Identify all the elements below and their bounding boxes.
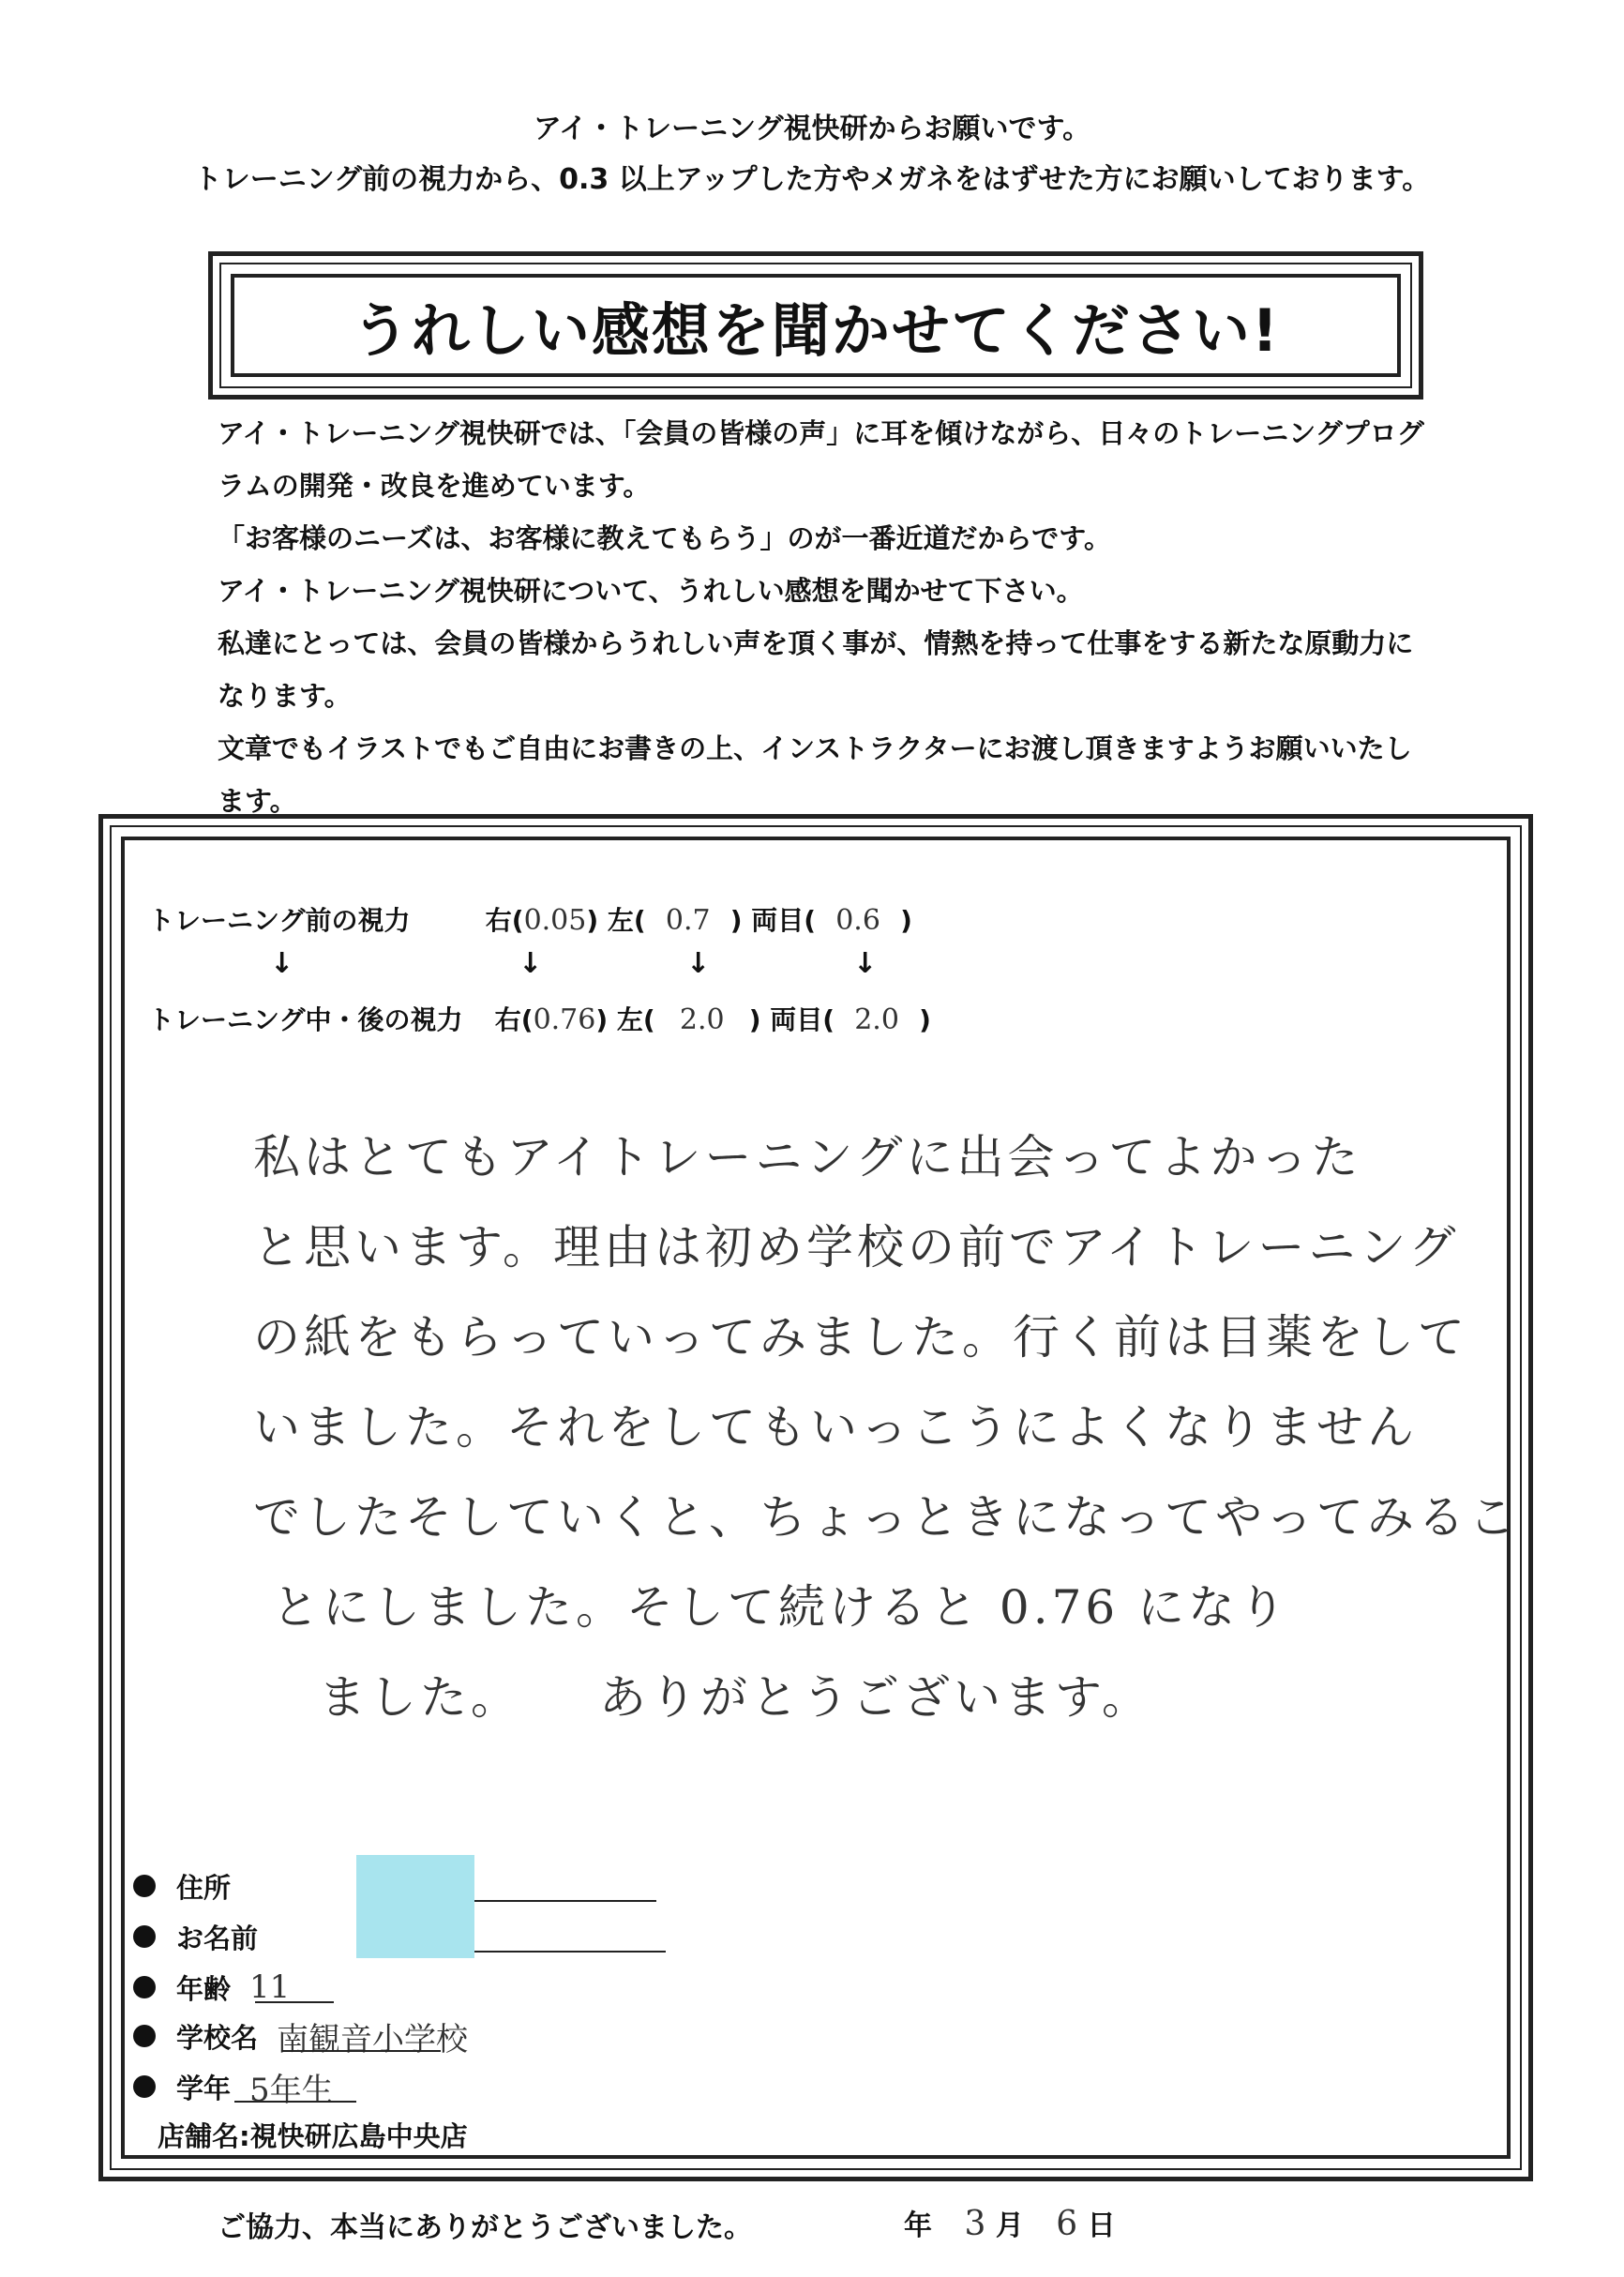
intro-text — [218, 407, 1436, 827]
day-value: 6 — [1056, 2205, 1078, 2243]
intro-line: 「お客様のニーズは、お客様に教えてもらう」のが一番近道だからです。 — [218, 522, 1111, 554]
left-label: 左 — [607, 905, 634, 936]
message-line: いました。それをしてもいっこうによくなりません — [253, 1400, 1418, 1455]
grade-line — [234, 2101, 356, 2103]
down-arrow-icon: ↓ — [686, 947, 711, 980]
message-line: 私はとてもアイトレーニングに出会ってよかった — [253, 1130, 1362, 1184]
bullet-icon — [133, 2075, 156, 2098]
vision-before-label: トレーニング前の視力 — [148, 905, 411, 936]
age-value: 11 — [249, 1968, 291, 2006]
grade-value: 5年生 — [249, 2071, 334, 2109]
intro-line: なります。 — [218, 680, 352, 712]
header-line-2: トレーニング前の視力から、0.3 以上アップした方やメガネをはずせた方にお願いしております。 — [193, 163, 1431, 196]
intro-line: アイ・トレーニング視快研では、「会員の皆様の声」に耳を傾けながら、日々のトレーニングプログ — [218, 417, 1424, 449]
both-label: 両目 — [770, 1004, 823, 1035]
intro-line: 私達にとっては、会員の皆様からうれしい声を頂く事が、情熱を持って仕事をする新たな原動力に — [218, 627, 1414, 659]
vision-after-label: トレーニング中・後の視力 — [148, 1004, 463, 1035]
header-line-1: アイ・トレーニング視快研からお願いです。 — [533, 113, 1091, 145]
school-label: 学校名 — [176, 2021, 259, 2054]
message-line: とにしました。そして続けると 0.76 になり — [272, 1580, 1290, 1635]
after-left-value: 2.0 — [679, 1003, 725, 1036]
intro-line: アイ・トレーニング視快研について、うれしい感想を聞かせて下さい。 — [218, 575, 1084, 607]
age-line — [255, 2001, 334, 2003]
age-label: 年齢 — [176, 1972, 232, 2005]
vision-after-row: トレーニング中・後の視力 右(0.76) 左( 2.0 ) 両目( 2.0 ) — [148, 1000, 931, 1037]
bullet-icon — [133, 1875, 156, 1897]
down-arrow-icon: ↓ — [270, 947, 294, 980]
before-left-value: 0.7 — [665, 904, 711, 937]
before-both-value: 0.6 — [835, 904, 880, 937]
message-line: の紙をもらっていってみました。行く前は目薬をして — [253, 1310, 1468, 1365]
grade-field — [133, 2063, 334, 2110]
store-name: 店舗名:視快研広島中央店 — [158, 2120, 468, 2152]
name-field — [133, 1913, 258, 1960]
intro-line: ラムの開発・改良を進めています。 — [218, 470, 651, 502]
day-label: 日 — [1087, 2209, 1116, 2242]
right-label: 右 — [485, 905, 512, 936]
bullet-icon — [133, 1925, 156, 1948]
footer-thanks: ご協力、本当にありがとうございました。 — [218, 2211, 752, 2244]
address-field — [133, 1862, 231, 1909]
message-line: でしたそしていくと、ちょっときになってやってみるこ — [253, 1490, 1519, 1545]
school-line — [281, 2050, 441, 2052]
left-label: 左 — [616, 1004, 643, 1035]
school-field — [133, 2013, 468, 2059]
bullet-icon — [133, 1976, 156, 1998]
address-label: 住所 — [176, 1871, 232, 1904]
right-label: 右 — [494, 1004, 521, 1035]
intro-line: 文章でもイラストでもご自由にお書きの上、インストラクターにお渡し頂きますようお願いいたし — [218, 732, 1412, 764]
footer-date — [904, 2202, 1116, 2243]
message-line: と思います。理由は初め学校の前でアイトレーニング — [253, 1220, 1460, 1274]
name-label: お名前 — [176, 1922, 259, 1954]
age-field — [133, 1964, 290, 2011]
redaction-box — [356, 1855, 474, 1958]
down-arrow-icon: ↓ — [519, 947, 543, 980]
vision-before-row: トレーニング前の視力 右(0.05) 左( 0.7 ) 両目( 0.6 ) — [148, 900, 912, 938]
message-line: ました。 ありがとうございます。 — [319, 1670, 1152, 1725]
after-right-value: 0.76 — [533, 1003, 596, 1036]
bullet-icon — [133, 2025, 156, 2047]
intro-line: ます。 — [218, 785, 297, 817]
grade-label: 学年 — [176, 2072, 232, 2104]
school-value: 南観音小学校 — [277, 2020, 469, 2058]
down-arrow-icon: ↓ — [853, 947, 878, 980]
banner-title: うれしい感想を聞かせてください! — [351, 295, 1281, 365]
both-label: 両目 — [751, 905, 804, 936]
handwritten-message — [253, 1112, 1519, 1742]
year-label: 年 — [904, 2209, 932, 2242]
month-value: 3 — [964, 2205, 986, 2243]
month-label: 月 — [995, 2209, 1024, 2242]
after-both-value: 2.0 — [854, 1003, 899, 1036]
banner-frame — [208, 251, 1423, 400]
before-right-value: 0.05 — [523, 904, 587, 937]
